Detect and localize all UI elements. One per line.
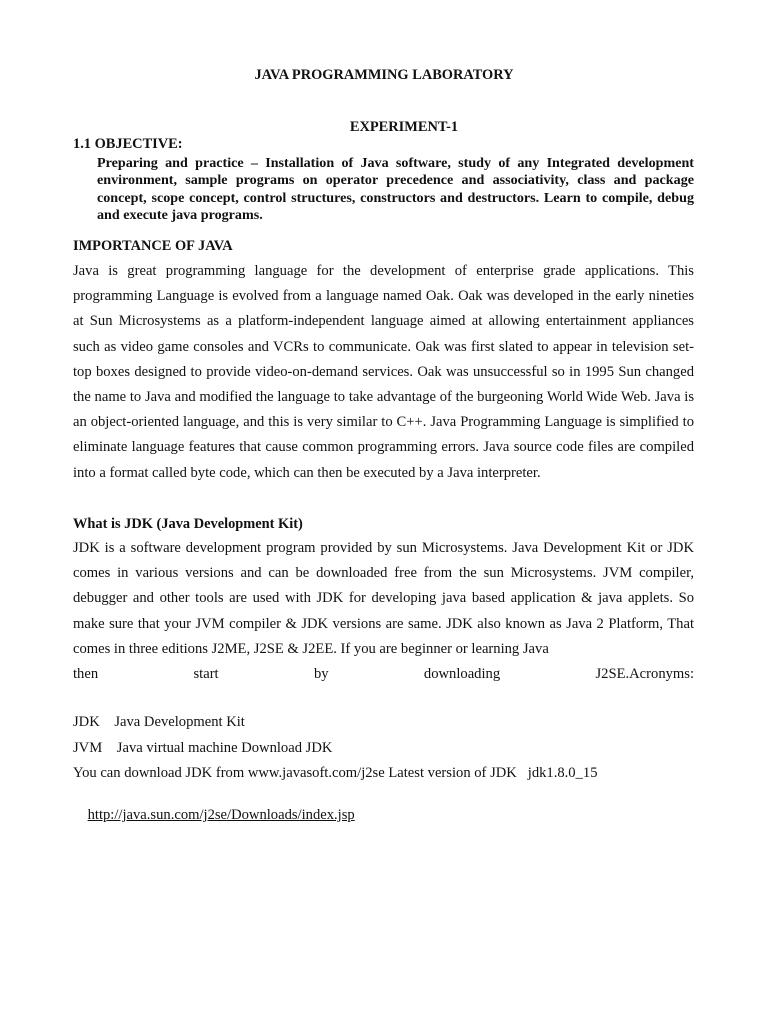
jdk-paragraph: [73, 536, 694, 687]
importance-heading: IMPORTANCE OF JAVA: [73, 238, 233, 254]
acronym-jvm: JVM Java virtual machine Download JDK: [73, 740, 333, 756]
jdk-paragraph-body: JDK is a software development program provided by sun Microsystems. Java Development Kit or JDK comes in various versions and can be downloaded free from the sun Microsystems. JVM compiler, debugger and other tools are used with JDK for developing java based application & java applets. So make sure that your JVM compiler & JDK versions are same. JDK also known as Java 2 Platform, That comes in three editions J2ME, J2SE & J2EE. If you are beginner or learning Java: [73, 540, 694, 657]
download-line: You can download JDK from www.javasoft.com/j2se Latest version of JDK jdk1.8.0_15: [73, 765, 598, 781]
download-link[interactable]: http://java.sun.com/j2se/Downloads/index.jsp: [87, 807, 355, 823]
download-link-line: [73, 790, 355, 841]
importance-paragraph: Java is great programming language for the development of enterprise grade applications. This programming Language is evolved from a language named Oak. Oak was developed in the early nineties at Sun Microsystems as a platform-independent language aimed at allowing entertainment appliances such as video game consoles and VCRs to communicate. Oak was first slated to appear in television set-top boxes designed to provide video-on-demand services. Oak was unsuccessful so in 1995 Sun changed the name to Java and modified the language to take advantage of the burgeoning World Wide Web. Java is an object-oriented language, and this is very similar to C++. Java Programming Language is simplified to eliminate language features that cause common programming errors. Java source code files are compiled into a format called byte code, which can then be executed by a Java interpreter.: [73, 263, 694, 481]
jdk-paragraph-last-line: then start by downloading J2SE.Acronyms:: [73, 666, 694, 683]
objective-heading: 1.1 OBJECTIVE:: [73, 136, 183, 152]
objective-text: Preparing and practice – Installation of Java software, study of any Integrated development environment, sample programs on operator precedence and associativity, class and package concept, scope concept, control structures, constructors and destructors. Learn to compile, debug and execute java programs.: [97, 155, 694, 223]
acronym-jdk: JDK Java Development Kit: [73, 714, 245, 730]
document-title: JAVA PROGRAMMING LABORATORY: [254, 67, 514, 83]
experiment-title: EXPERIMENT-1: [349, 119, 459, 135]
jdk-heading: What is JDK (Java Development Kit): [73, 516, 303, 532]
